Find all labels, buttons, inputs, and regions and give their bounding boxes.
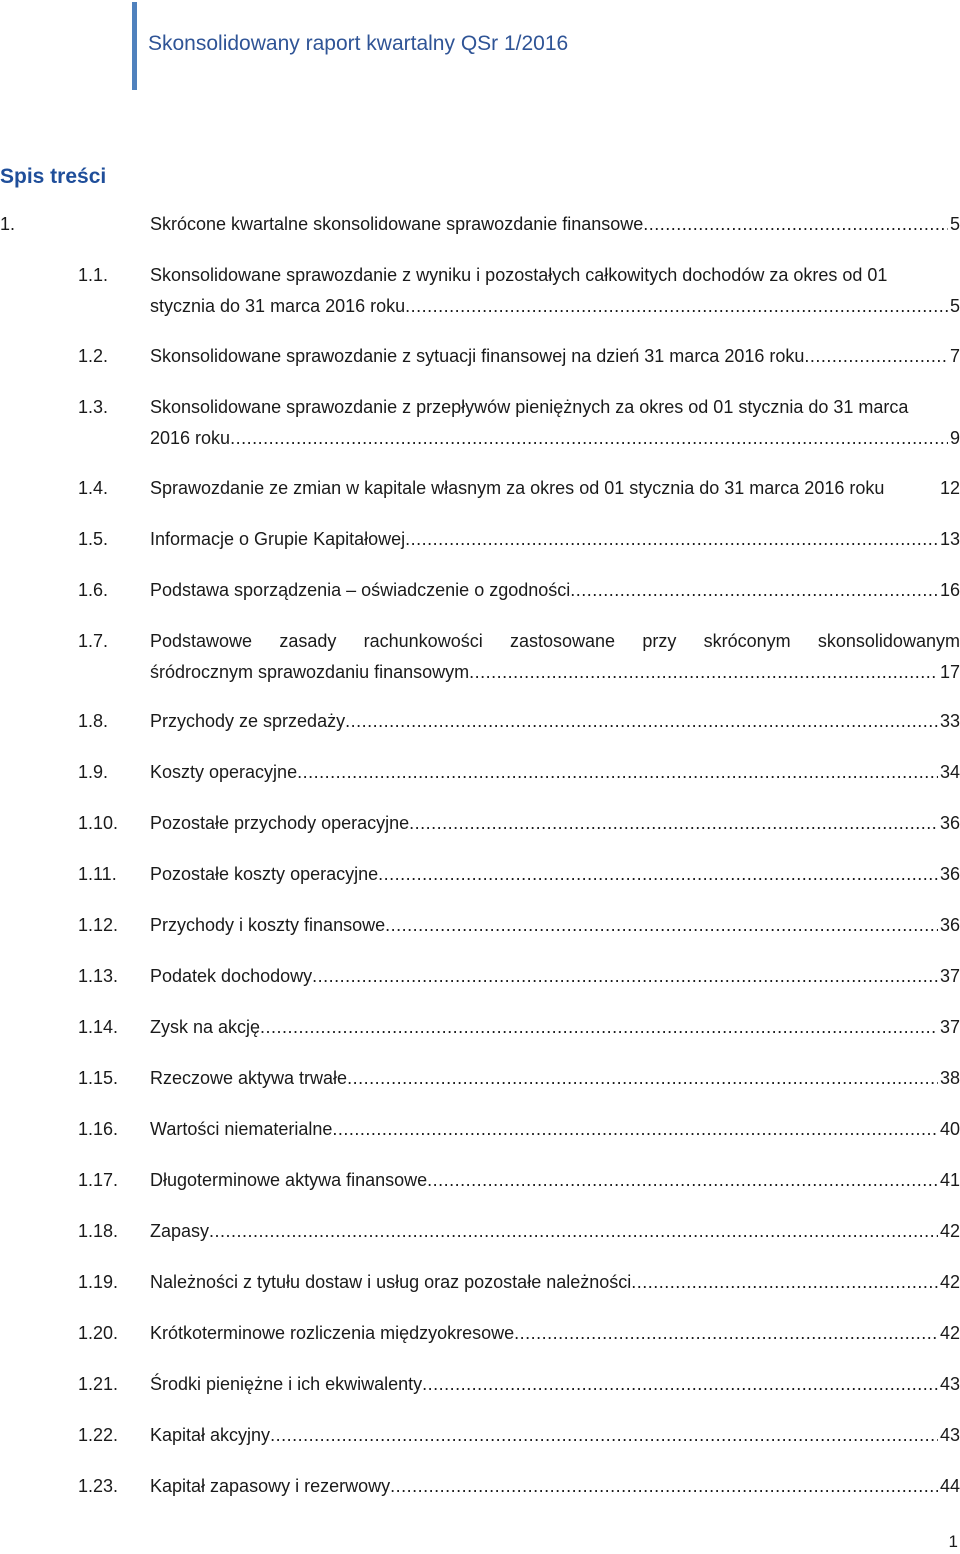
toc-entry-number: 1.23. xyxy=(78,1476,119,1496)
toc-entry-number: 1.8. xyxy=(78,711,109,731)
toc-entry-number: 1.2. xyxy=(78,346,109,366)
toc-entry-number: 1.18. xyxy=(78,1221,119,1241)
title-word: skróconym xyxy=(703,631,791,651)
toc-entry-1-20[interactable] xyxy=(0,1318,960,1349)
toc-entry-title: Kapitał akcyjny xyxy=(150,1425,271,1445)
toc-entry-page: 16 xyxy=(939,580,960,600)
title-word: przy xyxy=(642,631,677,651)
toc-entry-title: Przychody ze sprzedaży xyxy=(150,711,346,731)
report-header-title: Skonsolidowany raport kwartalny QSr 1/2016 xyxy=(148,32,569,55)
toc-entry-page: 42 xyxy=(939,1221,960,1241)
toc-dot-leader xyxy=(884,473,938,504)
toc-dot-leader xyxy=(378,859,938,890)
title-word: zasady xyxy=(279,631,337,651)
toc-entry-number: 1.3. xyxy=(78,397,109,417)
toc-entry-page: 44 xyxy=(939,1476,960,1496)
toc-entry-title: Podatek dochodowy xyxy=(150,966,313,986)
toc-dot-leader xyxy=(405,524,938,555)
toc-entry-page: 36 xyxy=(939,864,960,884)
toc-entry-title: Środki pieniężne i ich ekwiwalenty xyxy=(150,1374,423,1394)
toc-dot-leader xyxy=(312,961,938,992)
toc-entry-page: 17 xyxy=(939,662,960,682)
toc-entry-1-8[interactable] xyxy=(0,706,960,737)
toc-entry-1-18[interactable] xyxy=(0,1216,960,1247)
toc-entry-number: 1.12. xyxy=(78,915,119,935)
toc-dot-leader xyxy=(347,1063,938,1094)
toc-entry-page: 13 xyxy=(939,529,960,549)
toc-entry-number: 1.16. xyxy=(78,1119,119,1139)
toc-entry-title: Wartości niematerialne xyxy=(150,1119,333,1139)
toc-entry-1[interactable] xyxy=(0,209,960,240)
toc-dot-leader xyxy=(270,1420,938,1451)
toc-entry-page: 34 xyxy=(939,762,960,782)
header-accent-bar xyxy=(132,2,137,90)
toc-entry-1-6[interactable] xyxy=(0,575,960,606)
toc-entry-1-10[interactable] xyxy=(0,808,960,839)
toc-entry-page: 43 xyxy=(939,1425,960,1445)
toc-entry-page: 40 xyxy=(939,1119,960,1139)
toc-entry-1-16[interactable] xyxy=(0,1114,960,1145)
toc-entry-page: 9 xyxy=(949,428,960,448)
toc-entry-1-2[interactable] xyxy=(0,341,960,372)
toc-entry-1-12[interactable] xyxy=(0,910,960,941)
toc-entry-number: 1.7. xyxy=(78,631,109,651)
toc-entry-title: Podstawa sporządzenia – oświadczenie o zgodności xyxy=(150,580,571,600)
toc-entry-number: 1.6. xyxy=(78,580,109,600)
toc-dot-leader xyxy=(427,1165,938,1196)
toc-entry-title-line1: Skonsolidowane sprawozdanie z wyniku i pozostałych całkowitych dochodów za okres od 01 xyxy=(150,265,888,285)
toc-dot-leader xyxy=(409,808,938,839)
toc-entry-page: 7 xyxy=(949,346,960,366)
toc-entry-number: 1. xyxy=(0,214,16,234)
toc-entry-title: Informacje o Grupie Kapitałowej xyxy=(150,529,406,549)
toc-entry-title-line1: Skonsolidowane sprawozdanie z przepływów pieniężnych za okres od 01 stycznia do 31 marca xyxy=(150,397,909,417)
toc-entry-1-15[interactable] xyxy=(0,1063,960,1094)
toc-entry-title: Skrócone kwartalne skonsolidowane sprawozdanie finansowe xyxy=(150,214,644,234)
toc-entry-title: Krótkoterminowe rozliczenia międzyokresowe xyxy=(150,1323,515,1343)
toc-entry-number: 1.20. xyxy=(78,1323,119,1343)
toc-entry-page: 33 xyxy=(939,711,960,731)
toc-entry-1-11[interactable] xyxy=(0,859,960,890)
toc-dot-leader xyxy=(469,657,938,688)
toc-entry-1-14[interactable] xyxy=(0,1012,960,1043)
toc-entry-title: Zysk na akcję xyxy=(150,1017,261,1037)
toc-entry-number: 1.22. xyxy=(78,1425,119,1445)
toc-entry-title: Pozostałe koszty operacyjne xyxy=(150,864,379,884)
toc-entry-page: 37 xyxy=(939,966,960,986)
toc-entry-title: Należności z tytułu dostaw i usług oraz pozostałe należności xyxy=(150,1272,632,1292)
toc-heading: Spis treści xyxy=(0,165,107,188)
toc-entry-page: 12 xyxy=(939,478,960,498)
toc-dot-leader xyxy=(422,1369,938,1400)
toc-entry-number: 1.19. xyxy=(78,1272,119,1292)
toc-entry-number: 1.4. xyxy=(78,478,109,498)
toc-dot-leader xyxy=(570,575,938,606)
toc-entry-title: Rzeczowe aktywa trwałe xyxy=(150,1068,348,1088)
toc-entry-title: Zapasy xyxy=(150,1221,210,1241)
toc-entry-title-line2: 2016 roku xyxy=(150,428,231,448)
toc-dot-leader xyxy=(385,910,938,941)
toc-entry-1-5[interactable] xyxy=(0,524,960,555)
toc-entry-number: 1.17. xyxy=(78,1170,119,1190)
toc-dot-leader xyxy=(631,1267,938,1298)
title-word: Podstawowe xyxy=(150,631,253,651)
toc-entry-number: 1.21. xyxy=(78,1374,119,1394)
title-word: rachunkowości xyxy=(363,631,483,651)
toc-dot-leader xyxy=(230,423,948,454)
toc-dot-leader xyxy=(390,1471,938,1502)
toc-entry-number: 1.5. xyxy=(78,529,109,549)
title-word: skonsolidowanym xyxy=(817,631,960,651)
toc-entry-title: Długoterminowe aktywa finansowe xyxy=(150,1170,428,1190)
page-number: 1 xyxy=(948,1532,958,1551)
toc-entry-1-17[interactable] xyxy=(0,1165,960,1196)
toc-entry-page: 42 xyxy=(939,1323,960,1343)
toc-dot-leader xyxy=(297,757,938,788)
toc-dot-leader xyxy=(643,209,948,240)
toc-entry-number: 1.9. xyxy=(78,762,109,782)
toc-entry-1-19[interactable] xyxy=(0,1267,960,1298)
title-word: zastosowane xyxy=(509,631,616,651)
toc-entry-title: Przychody i koszty finansowe xyxy=(150,915,386,935)
toc-entry-1-13[interactable] xyxy=(0,961,960,992)
toc-entry-page: 5 xyxy=(949,214,960,234)
toc-entry-page: 43 xyxy=(939,1374,960,1394)
toc-entry-number: 1.14. xyxy=(78,1017,119,1037)
toc-entry-1-7[interactable] xyxy=(0,626,960,688)
toc-entry-title: Sprawozdanie ze zmian w kapitale własnym za okres od 01 stycznia do 31 marca 2016 roku xyxy=(150,478,885,498)
toc-dot-leader xyxy=(260,1012,938,1043)
toc-entry-page: 42 xyxy=(939,1272,960,1292)
toc-entry-number: 1.11. xyxy=(78,864,117,884)
toc-dot-leader xyxy=(345,706,938,737)
toc-entry-page: 5 xyxy=(949,296,960,316)
toc-entry-page: 38 xyxy=(939,1068,960,1088)
toc-entry-1-3[interactable] xyxy=(0,392,960,454)
toc-entry-number: 1.1. xyxy=(78,265,109,285)
toc-entry-title-line1 xyxy=(150,626,960,657)
toc-dot-leader xyxy=(514,1318,938,1349)
toc-entry-1-23[interactable] xyxy=(0,1471,960,1502)
toc-entry-number: 1.10. xyxy=(78,813,119,833)
toc-dot-leader xyxy=(332,1114,938,1145)
toc-entry-number: 1.15. xyxy=(78,1068,119,1088)
toc-entry-number: 1.13. xyxy=(78,966,119,986)
toc-entry-page: 37 xyxy=(939,1017,960,1037)
toc-entry-1-4[interactable] xyxy=(0,473,960,504)
toc-entry-title: Koszty operacyjne xyxy=(150,762,298,782)
toc-entry-title-line2: śródrocznym sprawozdaniu finansowym xyxy=(150,662,470,682)
toc-entry-1-9[interactable] xyxy=(0,757,960,788)
toc-entry-title-line2: stycznia do 31 marca 2016 roku xyxy=(150,296,406,316)
toc-entry-title: Kapitał zapasowy i rezerwowy xyxy=(150,1476,391,1496)
toc-dot-leader xyxy=(405,291,948,322)
toc-entry-page: 41 xyxy=(939,1170,960,1190)
toc-dot-leader xyxy=(209,1216,938,1247)
toc-entry-1-1[interactable] xyxy=(0,260,960,322)
toc-dot-leader xyxy=(804,341,948,372)
toc-entry-page: 36 xyxy=(939,915,960,935)
toc-entry-title: Pozostałe przychody operacyjne xyxy=(150,813,410,833)
toc-entry-1-22[interactable] xyxy=(0,1420,960,1451)
toc-entry-title: Skonsolidowane sprawozdanie z sytuacji finansowej na dzień 31 marca 2016 roku xyxy=(150,346,805,366)
toc-entry-1-21[interactable] xyxy=(0,1369,960,1400)
toc-entry-page: 36 xyxy=(939,813,960,833)
